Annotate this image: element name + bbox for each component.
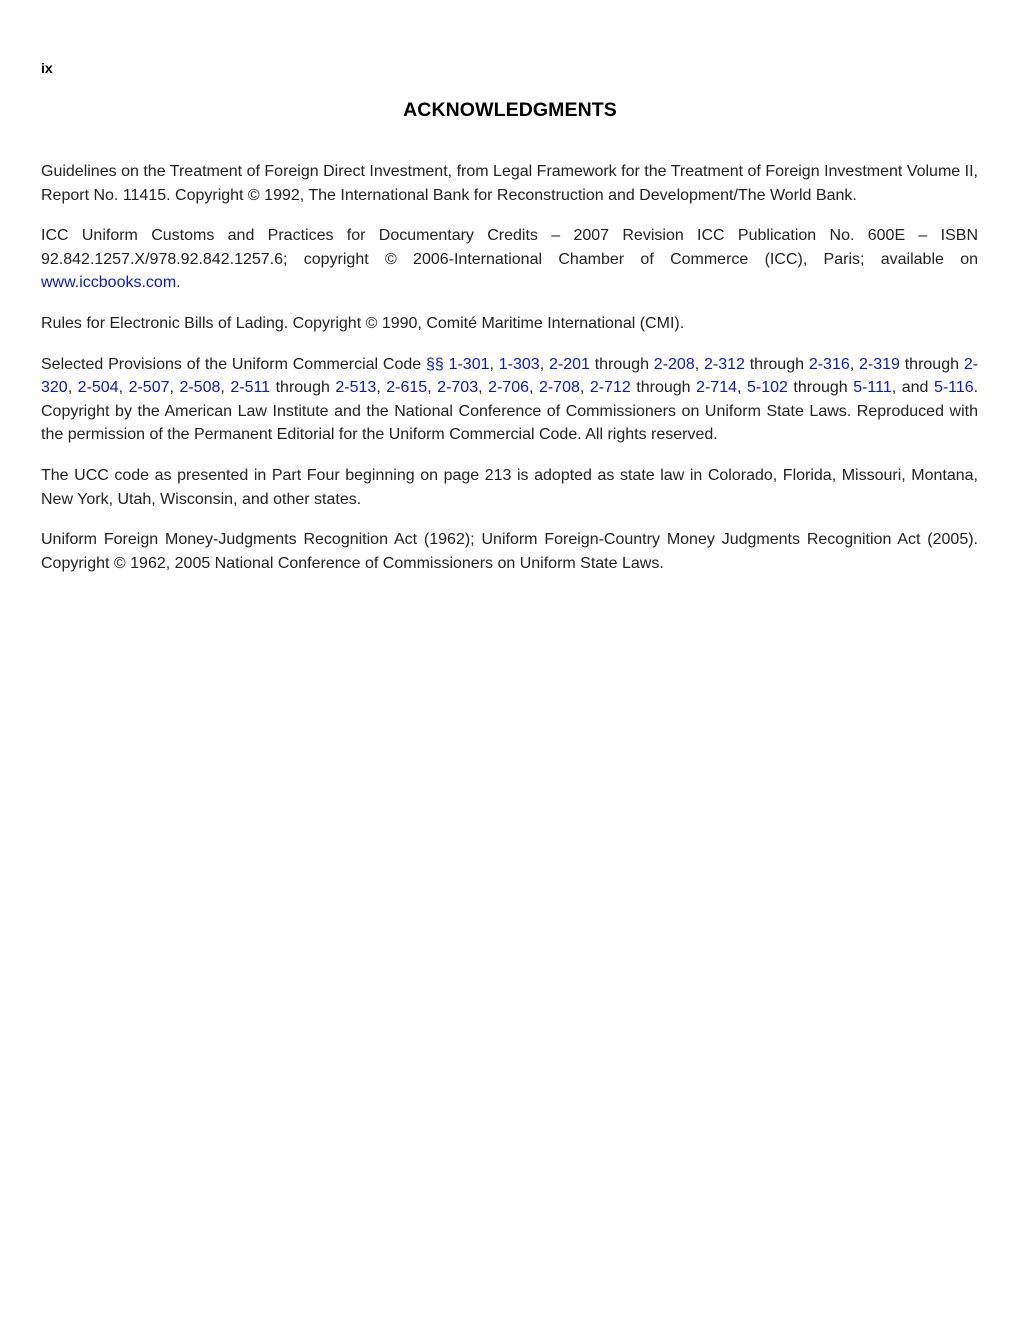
paragraph-end: . [176, 274, 181, 292]
paragraph-text: ICC Uniform Customs and Practices for Documentary Credits – 2007 Revision ICC Publication No. 600E – ISBN 92.842.1257.X/978.92.842.1257.6; copyright © 2006-International Chamber of Commerce (ICC), Paris; available on [41, 227, 978, 268]
ucc-link-2-504[interactable]: 2-504 [77, 379, 119, 397]
ucc-link-2-703[interactable]: 2-703 [437, 379, 479, 397]
ucc-link-1-301[interactable]: §§ 1-301 [425, 355, 490, 373]
paragraph-text: Uniform Foreign Money-Judgments Recognition Act (1962); Uniform Foreign-Country Money Judgments Recognition Act (2005). Copyright © 1962, 2005 National Conference of Commissioners on Uniform State Laws. [41, 531, 978, 572]
ucc-link-2-319[interactable]: 2-319 [859, 355, 900, 373]
ucc-link-2-508[interactable]: 2-508 [179, 379, 221, 397]
ucc-link-2-201[interactable]: 2-201 [548, 355, 590, 373]
ucc-link-2-706[interactable]: 2-706 [488, 379, 529, 397]
ucc-link-2-511[interactable]: 2-511 [230, 379, 271, 397]
paragraph-outro: . Copyright by the American Law Institute and the National Conference of Commissioners on Uniform State Laws. Reproduced with the permission of the Permanent Editorial for the Uniform Commercial Code. All rights reserved. [41, 379, 979, 444]
ucc-link-2-507[interactable]: 2-507 [128, 379, 170, 397]
separator: through [630, 379, 697, 397]
ucc-link-2-712[interactable]: 2-712 [589, 379, 631, 397]
separator: , [579, 379, 590, 397]
separator: , [737, 379, 747, 397]
ucc-link-5-111[interactable]: 5-111 [853, 379, 892, 397]
separator: , and [891, 379, 934, 397]
paragraph-ucc-adoption [41, 464, 978, 511]
acknowledgments-body [41, 160, 978, 592]
separator: , [539, 355, 549, 373]
paragraph-world-bank [41, 160, 978, 207]
ucc-link-2-513[interactable]: 2-513 [335, 379, 377, 397]
separator: , [489, 355, 499, 373]
ucc-link-5-102[interactable]: 5-102 [746, 379, 788, 397]
paragraph-intro: Selected Provisions of the Uniform Commercial Code [41, 355, 426, 373]
separator: , [427, 379, 438, 397]
ucc-link-2-708[interactable]: 2-708 [538, 379, 580, 397]
paragraph-text: Guidelines on the Treatment of Foreign Direct Investment, from Legal Framework for the Treatment of Foreign Investment Volume II, Report No. 11415. Copyright © 1992, The International Bank for Reconstruction and Development/The World Bank. [41, 163, 978, 204]
separator: through [589, 355, 654, 373]
paragraph-text: The UCC code as presented in Part Four beginning on page 213 is adopted as state law in Colorado, Florida, Missouri, Montana, New York, Utah, Wisconsin, and other states. [41, 466, 978, 508]
separator: , [528, 379, 539, 397]
separator: , [376, 379, 387, 397]
paragraph-cmi [41, 312, 978, 336]
paragraph-text: Rules for Electronic Bills of Lading. Copyright © 1990, Comité Maritime International (CMI). [41, 314, 685, 332]
separator: , [67, 379, 78, 397]
separator: , [118, 379, 129, 397]
ucc-link-2-316[interactable]: 2-316 [808, 355, 850, 373]
ucc-link-2-714[interactable]: 2-714 [696, 379, 737, 397]
separator: , [478, 379, 489, 397]
ucc-link-2-208[interactable]: 2-208 [653, 355, 695, 373]
separator: through [744, 355, 809, 373]
ucc-link-2-615[interactable]: 2-615 [386, 379, 428, 397]
iccbooks-link[interactable]: www.iccbooks.com [41, 274, 177, 292]
separator: through [787, 379, 854, 397]
page-number: ix [41, 60, 53, 76]
paragraph-judgments-act [41, 528, 978, 575]
separator: through [270, 379, 336, 397]
paragraph-ucc-provisions [41, 353, 978, 447]
separator: , [169, 379, 180, 397]
ucc-link-2-320[interactable]: 2-320 [41, 355, 979, 397]
separator: , [694, 355, 704, 373]
ucc-link-2-312[interactable]: 2-312 [703, 355, 745, 373]
paragraph-icc [41, 224, 978, 295]
separator: through [899, 355, 964, 373]
page-title: ACKNOWLEDGMENTS [403, 99, 617, 121]
separator: , [849, 355, 859, 373]
ucc-link-5-116[interactable]: 5-116 [933, 379, 974, 397]
ucc-link-1-303[interactable]: 1-303 [498, 355, 540, 373]
separator: , [220, 379, 231, 397]
